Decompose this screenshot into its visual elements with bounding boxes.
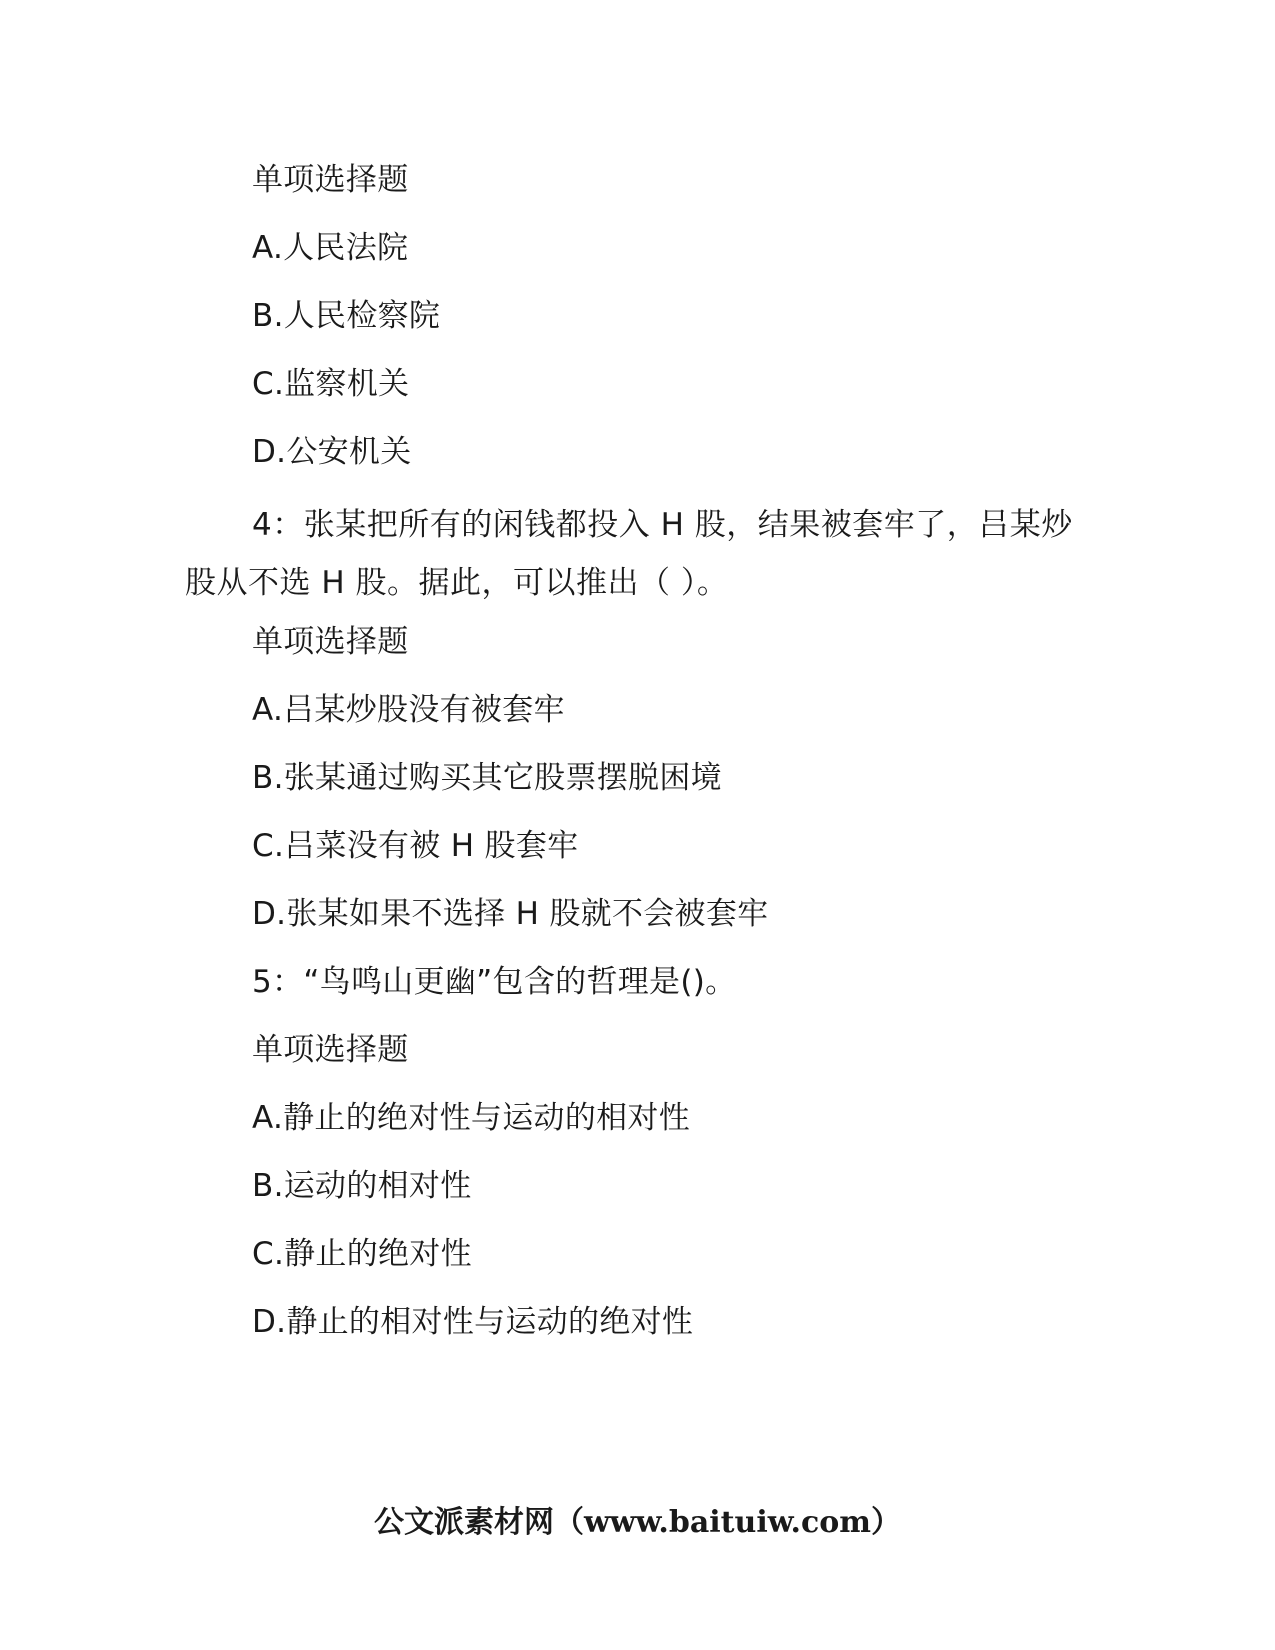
q5-stem: 5：“鸟鸣山更幽”包含的哲理是()。 xyxy=(252,964,737,1000)
q3-option-a: A.人民法院 xyxy=(252,230,409,266)
q4-option-b: B.张某通过购买其它股票摆脱困境 xyxy=(252,760,722,796)
q4-option-a: A.吕某炒股没有被套牢 xyxy=(252,692,565,728)
q5-option-b: B.运动的相对性 xyxy=(252,1168,472,1204)
q4-stem: 4：张某把所有的闲钱都投入 H 股，结果被套牢了，吕某炒股从不选 H 股。据此，可以推出（ ）。 xyxy=(185,507,1073,601)
q4-type-label: 单项选择题 xyxy=(252,624,409,660)
q3-option-d: D.公安机关 xyxy=(252,434,412,470)
q5-option-c: C.静止的绝对性 xyxy=(252,1236,472,1272)
footer-source: 公文派素材网（www.baituiw.com） xyxy=(373,1505,902,1540)
q3-option-c: C.监察机关 xyxy=(252,366,410,402)
q5-option-a: A.静止的绝对性与运动的相对性 xyxy=(252,1100,691,1136)
q5-type-label: 单项选择题 xyxy=(252,1032,409,1068)
q4-option-d: D.张某如果不选择 H 股就不会被套牢 xyxy=(252,896,769,932)
q3-type-label: 单项选择题 xyxy=(252,162,409,198)
q4-option-c: C.吕菜没有被 H 股套牢 xyxy=(252,828,579,864)
q5-option-d: D.静止的相对性与运动的绝对性 xyxy=(252,1304,694,1340)
q3-option-b: B.人民检察院 xyxy=(252,298,441,334)
